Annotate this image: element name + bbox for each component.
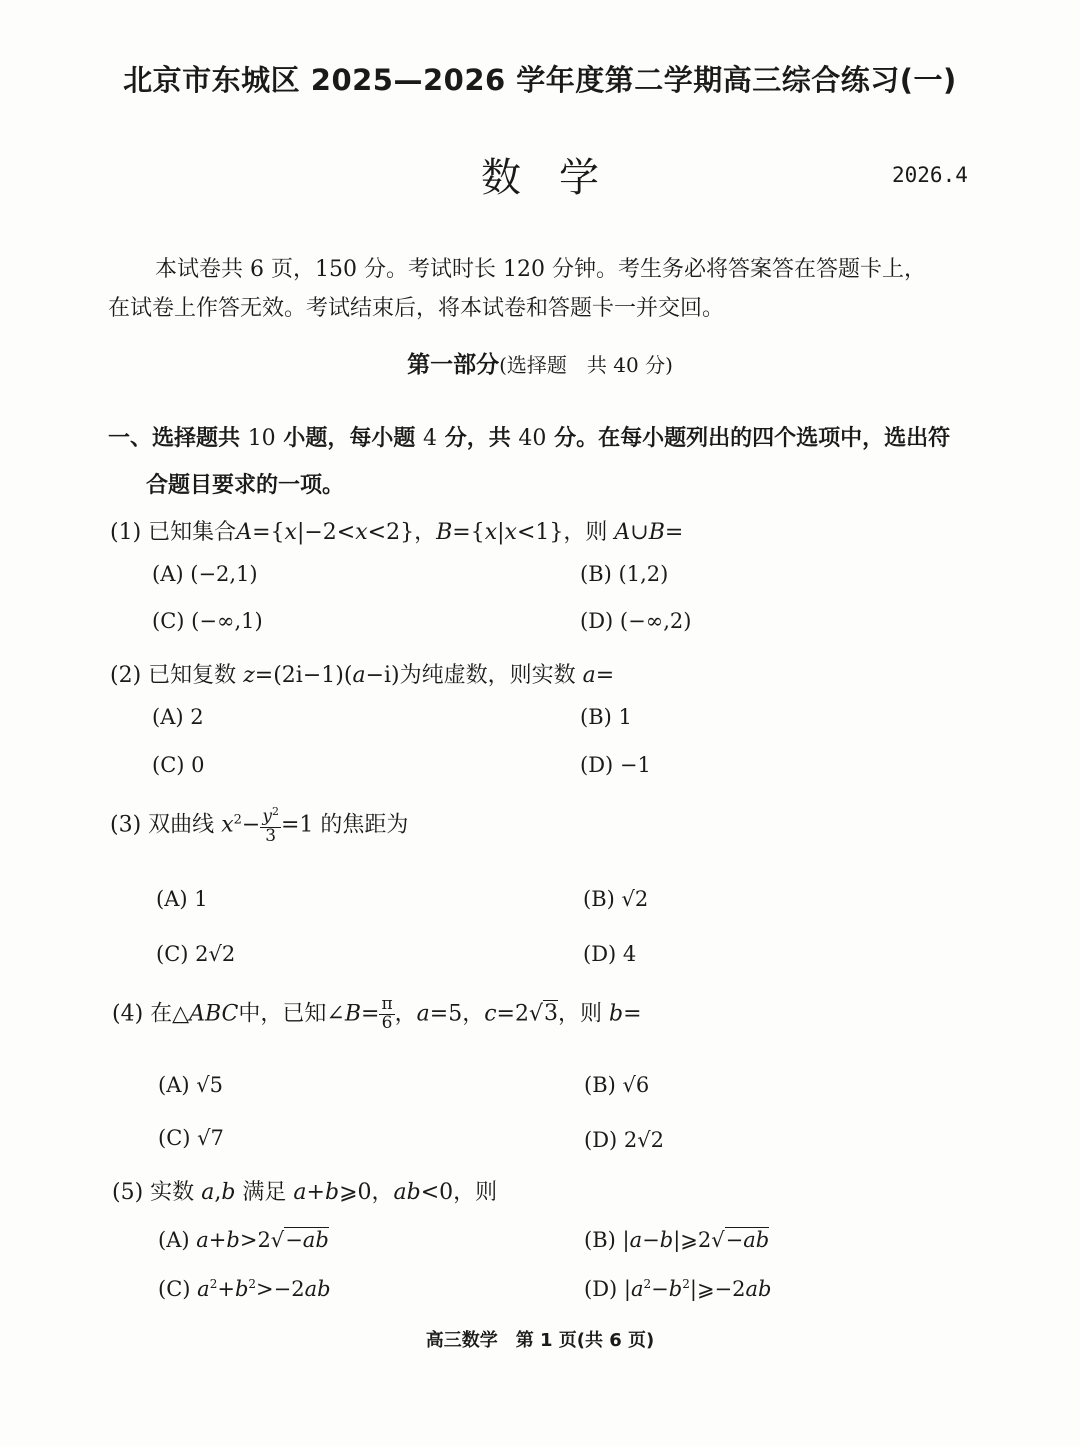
option-label: (B) — [580, 562, 612, 586]
option-label: (C) — [152, 609, 185, 633]
q5-option-b[interactable]: (B) |a−b|⩾2√−ab — [584, 1228, 770, 1252]
option-label: (A) — [158, 1073, 190, 1097]
option-text: √7 — [197, 1126, 224, 1150]
q2-option-d[interactable] — [580, 753, 651, 777]
option-label: (A) — [156, 887, 188, 911]
intro-line-1: 本试卷共 6 页，150 分。考试时长 120 分钟。考生务必将答案答在答题卡上， — [155, 257, 926, 282]
option-label: (A) — [152, 562, 184, 586]
question-1-stem: (1) 已知集合A={x|−2<x<2}，B={x|x<1}，则 A∪B= — [110, 520, 684, 545]
option-text: 4 — [622, 942, 637, 966]
stem-text: 在△ — [150, 1001, 190, 1027]
exam-date: 2026.4 — [892, 163, 968, 187]
stem-text: 双曲线 — [148, 812, 215, 838]
option-text: √5 — [196, 1073, 223, 1097]
option-label: (B) — [580, 705, 612, 729]
option-text: (−∞,1) — [191, 609, 263, 633]
subject-title: 数学 — [481, 155, 637, 201]
option-label: (B) — [584, 1073, 616, 1097]
option-label: (B) — [583, 887, 615, 911]
part-one-heading — [0, 346, 1080, 379]
question-number: (2) — [110, 663, 142, 688]
question-number: (3) — [110, 812, 142, 838]
q4-option-a[interactable] — [158, 1073, 223, 1097]
question-number: (4) — [112, 1001, 144, 1027]
q2-option-c[interactable] — [152, 753, 205, 777]
option-text: √2 — [621, 887, 649, 911]
exam-title: 北京市东城区 2025—2026 学年度第二学期高三综合练习(一) — [123, 63, 957, 97]
option-text: 2√2 — [195, 942, 236, 966]
q3-option-a[interactable] — [156, 887, 208, 911]
q3-option-b[interactable] — [583, 887, 648, 911]
option-text: √6 — [622, 1073, 650, 1097]
q4-option-d[interactable] — [584, 1128, 664, 1152]
part-one-title: 第一部分 — [407, 352, 500, 378]
q3-option-d[interactable] — [583, 942, 636, 966]
question-2-stem: (2) 已知复数 z=(2i−1)(a−i)为纯虚数，则实数 a= — [110, 663, 615, 688]
option-label: (C) — [152, 753, 185, 777]
stem-text: 已知复数 — [148, 663, 237, 688]
part-one-note: (选择题 共 40 分) — [499, 353, 673, 377]
section-one-instructions — [108, 421, 950, 452]
option-label: (C) — [158, 1277, 191, 1301]
option-label: (D) — [584, 1128, 618, 1152]
option-text: (−∞,2) — [619, 609, 692, 633]
option-label: (D) — [580, 609, 614, 633]
q3-option-c[interactable] — [156, 942, 235, 966]
fraction: $\frac{\pi}{6}$ — [381, 994, 393, 1033]
q1-option-d[interactable] — [580, 609, 691, 633]
section-text: 分，共 — [444, 426, 511, 451]
intro-line-2: 在试卷上作答无效。考试结束后，将本试卷和答题卡一并交回。 — [108, 296, 725, 321]
section-text: 小题，每小题 — [283, 426, 416, 451]
q5-option-c[interactable]: (C) $a^2+b^2>-2ab$ — [158, 1277, 331, 1301]
q2-option-b[interactable] — [580, 705, 632, 729]
stem-text: 为纯虚数，则实数 — [399, 663, 576, 688]
option-label: (B) — [584, 1228, 616, 1252]
option-text: 2 — [190, 705, 204, 729]
question-number: (1) — [110, 520, 142, 545]
option-label: (A) — [158, 1228, 190, 1252]
q1-option-c[interactable] — [152, 609, 263, 633]
question-count: 10 — [247, 426, 276, 451]
stem-text: ，则 — [557, 1001, 602, 1027]
option-label: (D) — [583, 942, 617, 966]
points-total: 40 — [518, 426, 547, 451]
stem-text: 中，已知∠ — [238, 1001, 345, 1027]
stem-text: 满足 — [242, 1180, 287, 1205]
option-label: (D) — [584, 1277, 618, 1301]
option-label: (A) — [152, 705, 184, 729]
option-text: 1 — [618, 705, 632, 729]
q2-option-a[interactable] — [152, 705, 204, 729]
option-text: 2√2 — [623, 1128, 665, 1152]
fraction: $\frac{y^2}{3}$ — [262, 805, 279, 846]
page-footer: 高三数学 第 1 页(共 6 页) — [425, 1330, 655, 1351]
option-label: (C) — [158, 1126, 191, 1150]
points-each: 4 — [423, 426, 438, 451]
option-label: (D) — [580, 753, 614, 777]
q4-option-c[interactable] — [158, 1126, 224, 1150]
option-text: −1 — [619, 753, 651, 777]
question-5-stem: (5) 实数 a,b 满足 a+b⩾0，ab<0，则 — [112, 1180, 498, 1205]
q5-option-d[interactable]: (D) $|a^2-b^2|⩾-2ab$ — [584, 1277, 772, 1301]
q1-option-a[interactable] — [152, 562, 258, 586]
q5-option-a[interactable]: (A) a+b>2√−ab — [158, 1228, 329, 1252]
question-number: (5) — [112, 1180, 144, 1205]
option-text: (1,2) — [618, 562, 669, 586]
question-3-stem: (3) 双曲线 $x^2-$ $\frac{y^2}{3}$ =1 的焦距为 — [110, 805, 409, 846]
stem-text: 实数 — [150, 1180, 195, 1205]
section-label: 一、选择题共 — [108, 426, 241, 451]
section-text: 分。在每小题列出的四个选项中，选出符 — [554, 426, 951, 451]
option-text: 1 — [194, 887, 208, 911]
q4-option-b[interactable] — [584, 1073, 649, 1097]
question-4-stem: (4) 在△ABC中，已知∠B= $\frac{\pi}{6}$ ，a=5，c=2√3，则 b= — [112, 994, 642, 1033]
option-text: (−2,1) — [190, 562, 258, 586]
section-one-instructions-line2: 合题目要求的一项。 — [146, 473, 345, 498]
option-text: 0 — [191, 753, 205, 777]
q1-option-b[interactable] — [580, 562, 668, 586]
stem-text: 的焦距为 — [320, 812, 409, 838]
stem-text: ，则 — [453, 1180, 498, 1205]
option-label: (C) — [156, 942, 189, 966]
stem-text: 已知集合 — [148, 520, 237, 545]
